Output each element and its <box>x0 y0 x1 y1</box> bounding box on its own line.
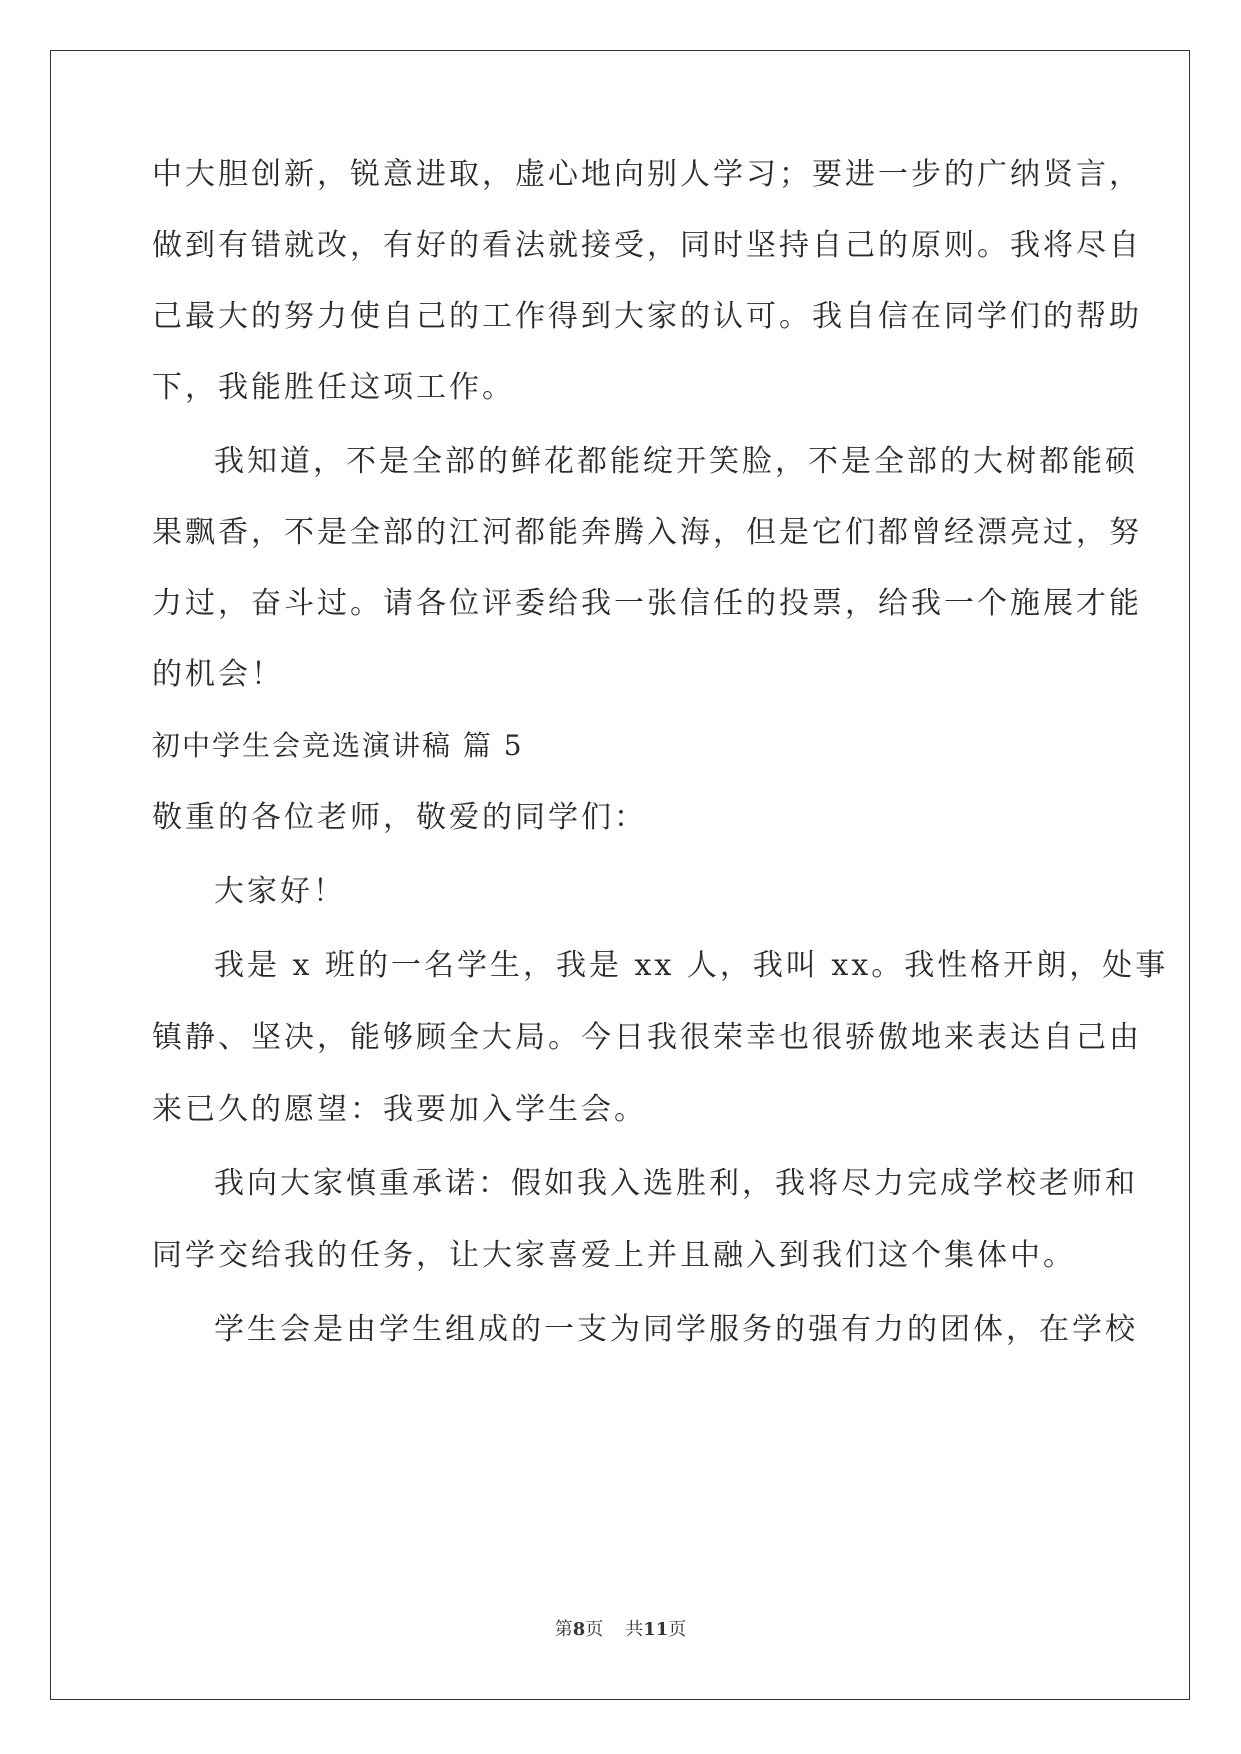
footer-total-suffix: 页 <box>668 1619 687 1640</box>
text-line: 来已久的愿望：我要加入学生会。 <box>152 1092 647 1127</box>
text-line: 己最大的努力使自己的工作得到大家的认可。我自信在同学们的帮助 <box>152 299 1142 334</box>
section-heading: 初中学生会竞选演讲稿 篇 5 <box>152 729 524 762</box>
text-line: 力过，奋斗过。请各位评委给我一张信任的投票，给我一个施展才能 <box>152 586 1142 621</box>
text-line: 做到有错就改，有好的看法就接受，同时坚持自己的原则。我将尽自 <box>152 228 1142 263</box>
footer-total-prefix: 共 <box>625 1619 644 1640</box>
text-line: 同学交给我的任务，让大家喜爱上并且融入到我们这个集体中。 <box>152 1238 1076 1273</box>
text-line: 下，我能胜任这项工作。 <box>152 370 515 405</box>
paragraph-first-line: 我向大家慎重承诺：假如我入选胜利，我将尽力完成学校老师和 <box>214 1166 1138 1201</box>
paragraph-first-line: 学生会是由学生组成的一支为同学服务的强有力的团体，在学校 <box>214 1312 1138 1347</box>
paragraph-first-line: 我知道，不是全部的鲜花都能绽开笑脸，不是全部的大树都能硕 <box>214 444 1138 479</box>
paragraph-first-line: 我是 x 班的一名学生，我是 xx 人，我叫 xx。我性格开朗，处事 <box>214 948 1169 983</box>
text-line: 镇静、坚决，能够顾全大局。今日我很荣幸也很骄傲地来表达自己由 <box>152 1020 1142 1055</box>
footer-page-number: 8 <box>572 1619 586 1640</box>
footer-total-pages: 11 <box>643 1619 669 1640</box>
page-footer <box>0 1618 1241 1642</box>
greeting: 大家好！ <box>214 874 346 909</box>
text-line: 的机会！ <box>152 657 284 692</box>
footer-page-suffix: 页 <box>585 1619 604 1640</box>
text-line: 中大胆创新，锐意进取，虚心地向别人学习；要进一步的广纳贤言， <box>152 157 1142 192</box>
footer-page-prefix: 第 <box>554 1619 573 1640</box>
salutation: 敬重的各位老师，敬爱的同学们： <box>152 800 647 835</box>
text-line: 果飘香，不是全部的江河都能奔腾入海，但是它们都曾经漂亮过，努 <box>152 515 1142 550</box>
